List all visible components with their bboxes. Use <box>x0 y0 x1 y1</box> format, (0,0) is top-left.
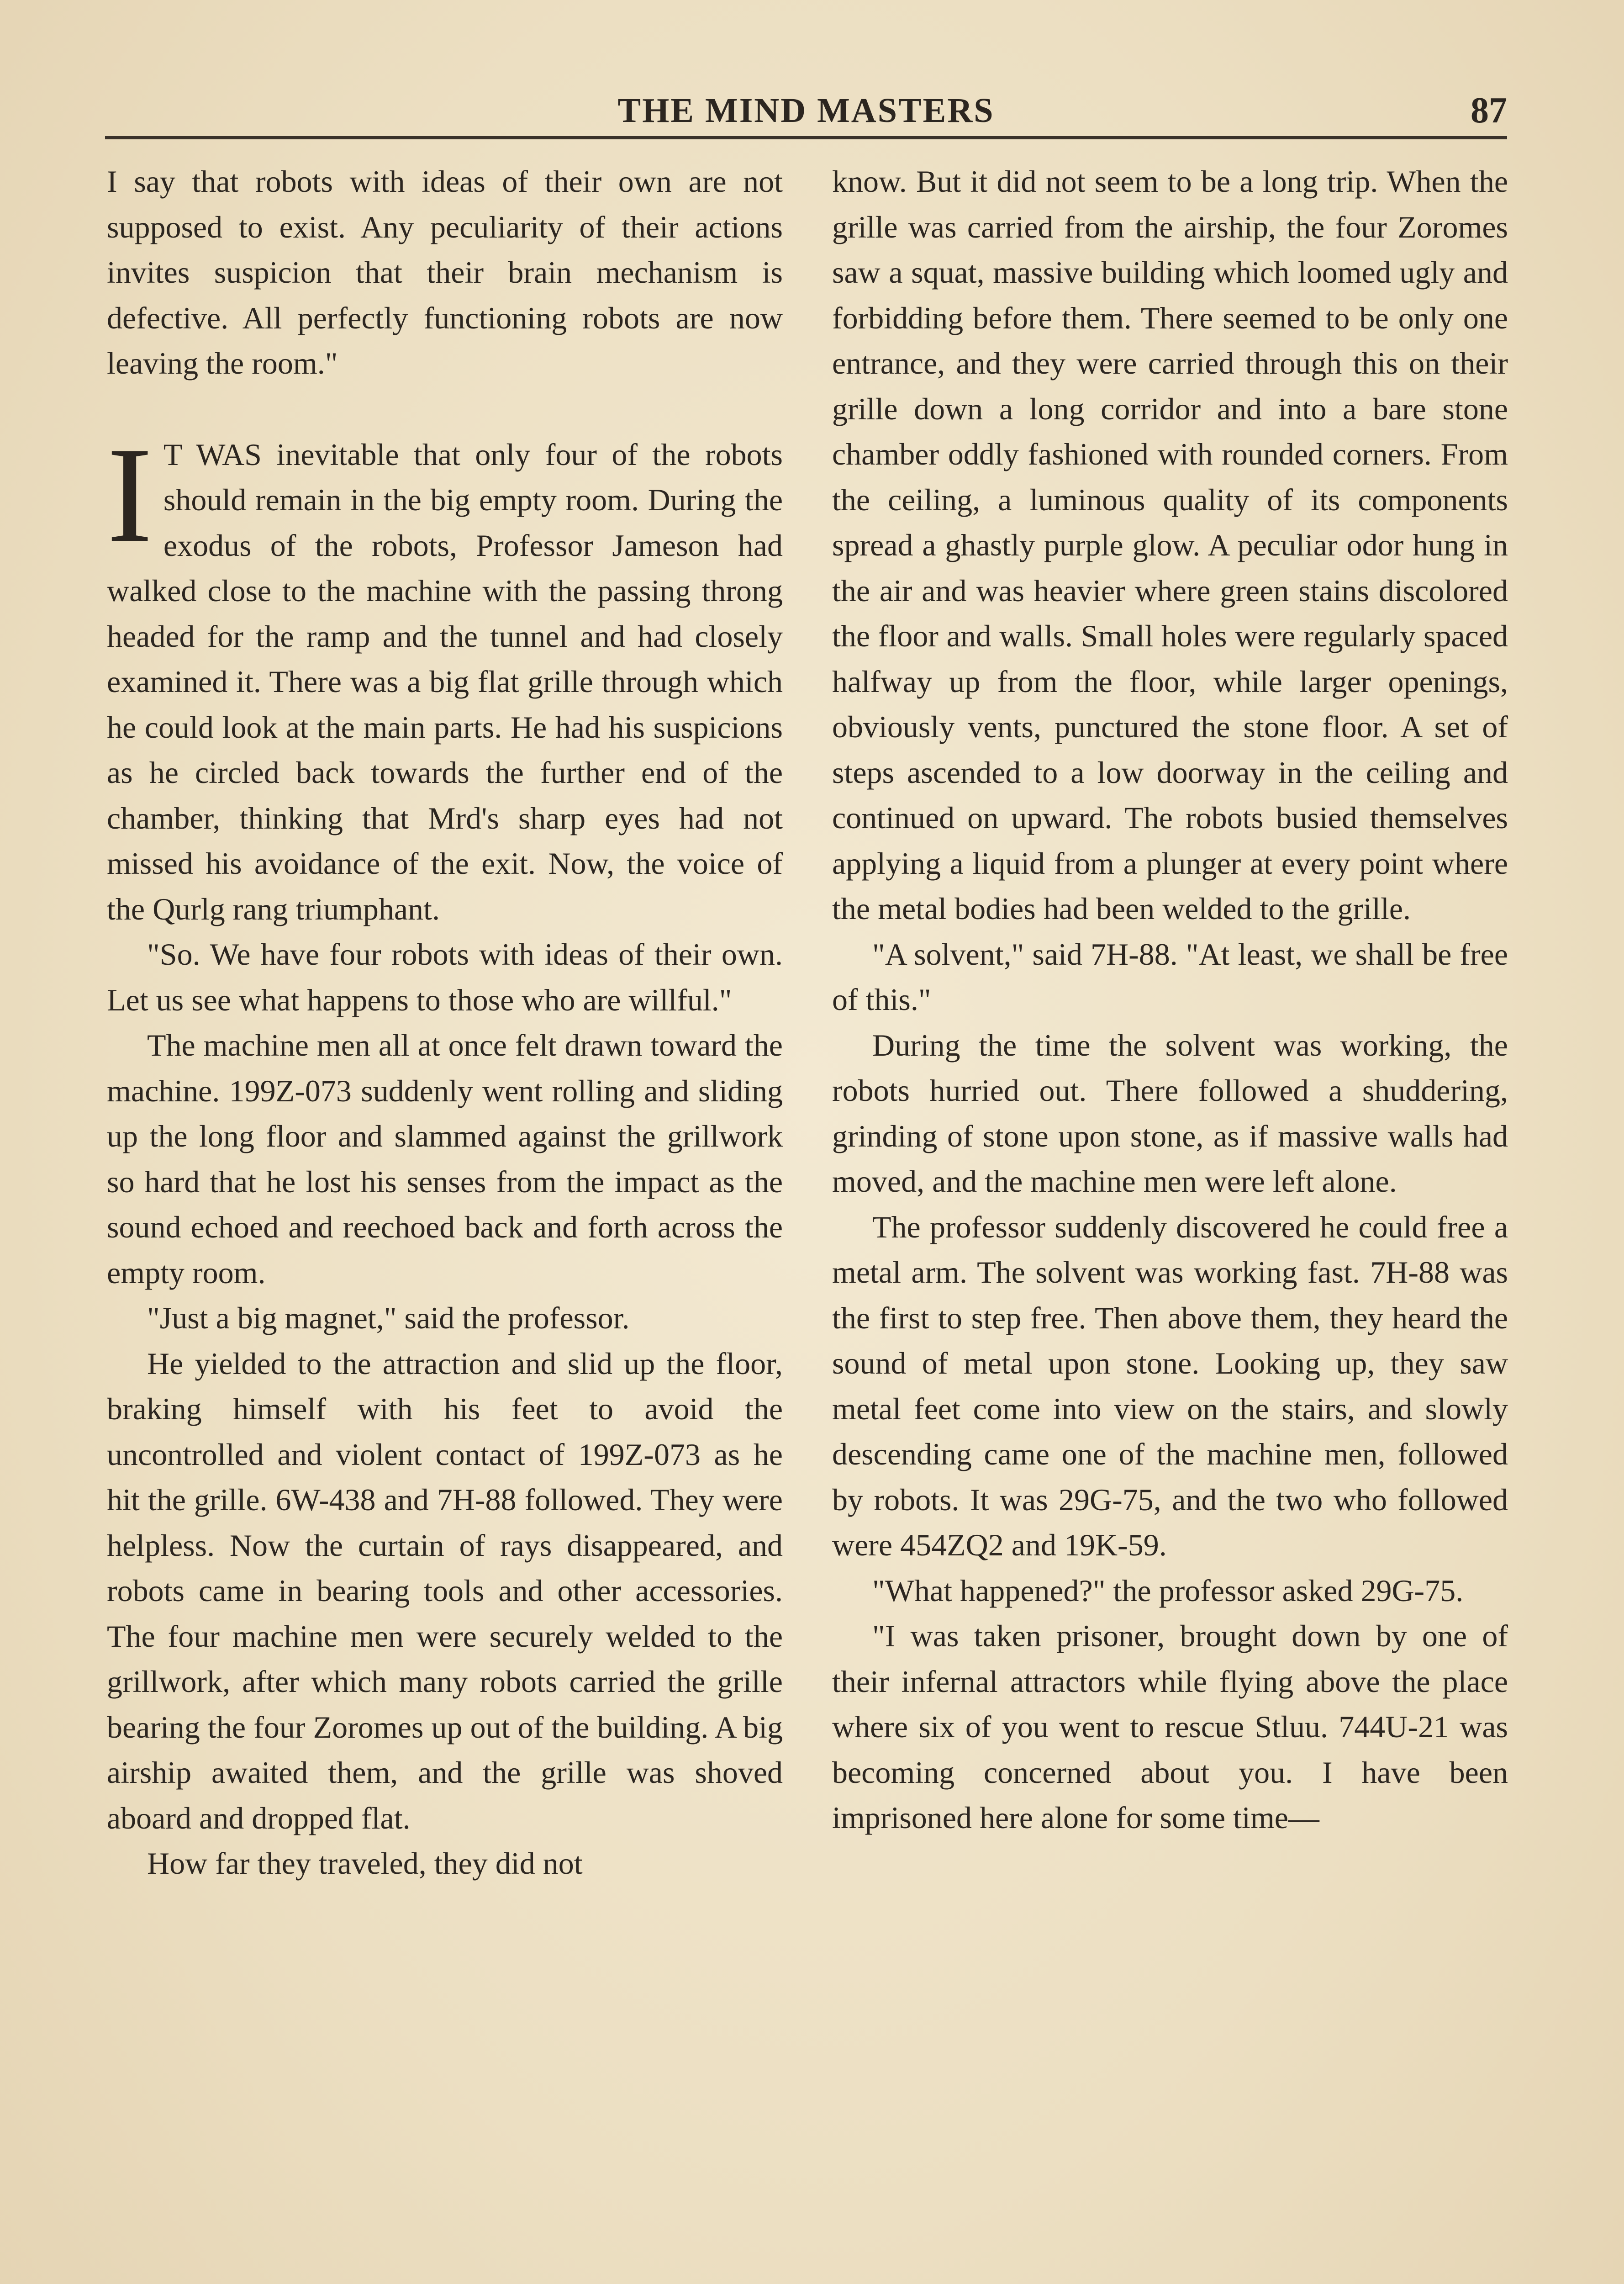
paragraph-with-dropcap <box>107 418 783 932</box>
paragraph: "Just a big magnet," said the professor. <box>147 1301 630 1335</box>
paragraph: How far they traveled, they did not <box>147 1846 583 1881</box>
left-column <box>107 159 783 2284</box>
paragraph: During the time the solvent was working, the robots hurried out. There followed a shuddering, grinding of stone upon stone, as if massive walls had moved, and the machine men were left alone. <box>832 1027 1508 1199</box>
paragraph: "What happened?" the professor asked 29G-75. <box>872 1573 1464 1608</box>
page-number: 87 <box>1471 90 1507 131</box>
header-rule <box>105 136 1507 139</box>
paragraph: He yielded to the attraction and slid up the floor, braking himself with his feet to avoid the uncontrolled and violent contact of 199Z-073 as he hit the grille. 6W-438 and 7H-88 followed. They were helpless. Now the curtain of rays disappeared, and robots came in bearing tools and other accessories. The four machine men were securely welded to the grillwork, after which many robots carried the grille bearing the four Zoromes up out of the building. A big airship awaited them, and the grille was shoved aboard and dropped flat. <box>107 1346 783 1835</box>
paragraph: know. But it did not seem to be a long trip. When the grille was carried from the airship, the four Zoromes saw a squat, massive building which loomed ugly and forbidding before them. There seemed to be only one entrance, and they were carried through this on their grille down a long corridor and into a bare stone chamber oddly fashioned with rounded corners. From the ceiling, a luminous quality of its components spread a ghastly purple glow. A peculiar odor hung in the air and was heavier where green stains discolored the floor and walls. Small holes were regularly spaced halfway up from the floor, while larger openings, obviously vents, punctured the stone floor. A set of steps ascended to a low doorway in the ceiling and continued on upward. The robots busied themselves applying a liquid from a plunger at every point where the metal bodies had been welded to the grille. <box>832 164 1508 926</box>
paragraph: "I was taken prisoner, brought down by one of their infernal attractors while flying above the place where six of you went to rescue Stluu. 744U-21 was becoming concerned about you. I have been imprisoned here alone for some time— <box>832 1618 1508 1835</box>
drop-cap: I <box>107 418 153 571</box>
paragraph: "So. We have four robots with ideas of their own. Let us see what happens to those who are willful." <box>107 937 783 1017</box>
paragraph: I say that robots with ideas of their own are not supposed to exist. Any peculiarity of their actions invites suspicion that their brain mechanism is defective. All perfectly functioning robots are now leaving the room." <box>107 164 783 381</box>
paragraph: The professor suddenly discovered he could free a metal arm. The solvent was working fast. 7H-88 was the first to step free. Then above them, they heard the sound of metal upon stone. Looking up, they saw metal feet come into view on the stairs, and slowly descending came one of the machine men, followed by robots. It was 29G-75, and the two who followed were 454ZQ2 and 19K-59. <box>832 1209 1508 1562</box>
right-column <box>832 159 1508 2284</box>
page-header <box>105 90 1507 132</box>
paragraph: "A solvent," said 7H-88. "At least, we shall be free of this." <box>832 936 1508 1017</box>
section-break <box>107 386 783 432</box>
paragraph: The machine men all at once felt drawn toward the machine. 199Z-073 suddenly went rolling and sliding up the long floor and slammed against the grillwork so hard that he lost his senses from the impact as the sound echoed and reechoed back and forth across the empty room. <box>107 1028 783 1290</box>
running-title: THE MIND MASTERS <box>617 91 995 130</box>
paragraph-text: T WAS inevitable that only four of the robots should remain in the big empty room. During the exodus of the robots, Professor Jameson had walked close to the machine with the passing throng headed for the ramp and the tunnel and had closely examined it. There was a big flat grille through which he could look at the main parts. He had his suspicions as he circled back towards the further end of the chamber, thinking that Mrd's sharp eyes had not missed his avoidance of the exit. Now, the voice of the Qurlg rang triumphant. <box>107 437 783 926</box>
